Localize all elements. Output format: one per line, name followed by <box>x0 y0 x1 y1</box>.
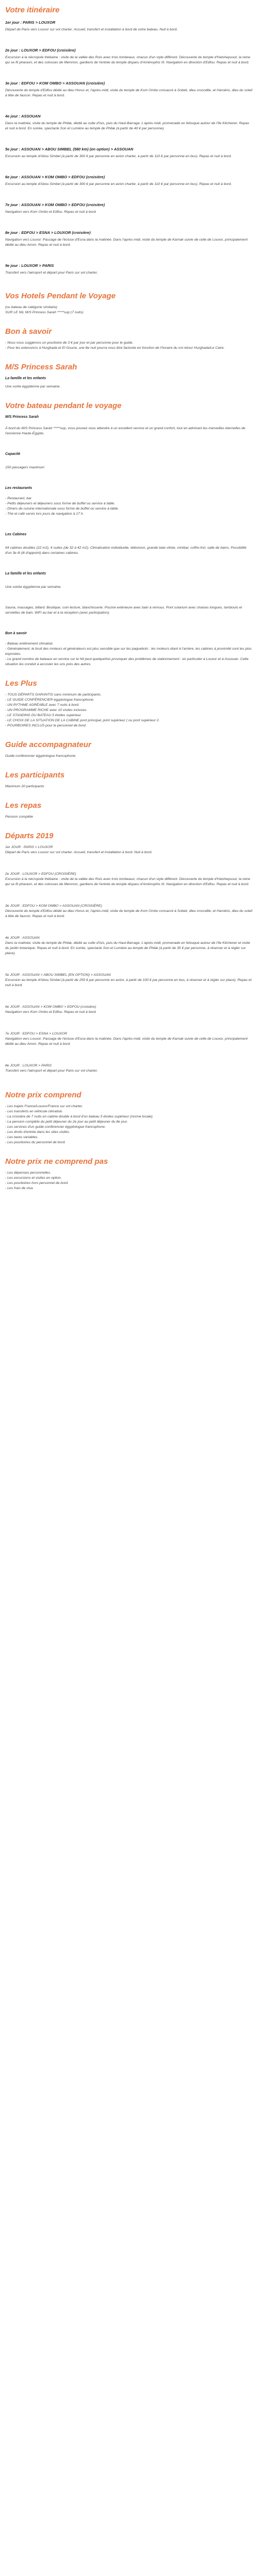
price-excludes-list <box>5 1171 253 1191</box>
boat-good-to-know-label: Bon à savoir <box>5 632 27 635</box>
itinerary-days <box>5 20 253 276</box>
departure-day-text: Départ de Paris vers Louxor sur vol charter. Accueil, transfert et installation à bord. Nuit à bord. <box>5 851 153 854</box>
boat-good-to-know-list <box>5 641 253 667</box>
list-item: - LE STANDING DU BATEAU 5 étoiles supérieur. <box>5 714 82 717</box>
list-item: - Bateau entièrement climatisé. <box>5 642 54 646</box>
guide-text: Guide conférencier égyptologue francophone. <box>5 754 76 758</box>
boat-section <box>5 401 253 667</box>
list-item: - Les pourboires hors personnel de bord. <box>5 1181 69 1185</box>
highlights-title: Les Plus <box>5 679 37 688</box>
itinerary-day-title: 8e jour : EDFOU > ESNA > LOUXOR (croisière) <box>5 230 91 235</box>
restaurants-list <box>5 496 253 517</box>
list-item: - Généralement, le bruit des moteurs et générateurs est plus sensible que sur les paquebots : les moteurs étant à l'arrière, les cabines à proximité sont les plus exposées. <box>5 647 252 656</box>
itinerary-day-text: Découverte du temple d'Edfou dédié au dieu Horus et, l'après-midi, visite du temple de Kom Ombo consacré à Sobek, dieu crocodile, et Haroëris, dieu du soleil à tête de faucon. Repas et nuit à bord. <box>5 89 253 97</box>
departures-title: Départs 2019 <box>5 832 54 840</box>
price-includes-section <box>5 1090 253 1145</box>
list-item: - Petits déjeuners et déjeuners sous forme de buffet ou service à table. <box>5 502 116 505</box>
itinerary-day-title: 2e jour : LOUXOR > EDFOU (croisière) <box>5 48 76 53</box>
good-to-know-title: Bon à savoir <box>5 327 52 336</box>
itinerary-day-text: Excursion à la nécropole thébaine : visite de la vallée des Rois avec trois tombeaux, chacun d'un style différent. Découverte du temple d'Hatshepsout, la reine qui se fit pharaon, et des colosses de Memnon, gardiens de l'entrée du temple disparu d'Aménophis III. Navigation en direction d'Edfou. Repas et nuit à bord. <box>5 56 250 64</box>
itinerary-day-title: 4e jour : ASSOUAN <box>5 114 41 118</box>
list-item: - LE CHOIX DE LA SITUATION DE LA CABINE pont principal, pont supérieur ( ou pont supérieur 2. <box>5 719 160 722</box>
list-item: - UN PROGRAMME RICHE avec 10 visites incluses. <box>5 708 88 712</box>
price-excludes-title: Notre prix ne comprend pas <box>5 1157 108 1166</box>
cabins-text: 64 cabines doubles (22 m2), 4 suites (de 32 à 42 m2). Climatisation individuelle, télévision, grande baie vitrée, minibar, coffre-fort, salle de bains. Possibilité d'un 3e lit (lit d'appoint) dans certaines cabines. <box>5 546 247 555</box>
itinerary-day-text: Dans la matinée, visite du temple de Philæ, dédié au culte d'Isis, puis du Haut-Barrage. L'après-midi, promenade en felouque autour de l'île Kitchener. Repas et nuit à bord. En soirée, spectacle Son et Lumière au temple de Philæ (à partir de 40 € par personne). <box>5 122 249 130</box>
price-includes-list <box>5 1104 253 1145</box>
list-item: - Thé et café servis lors jours de navigation à 17 h. <box>5 512 84 516</box>
ship-title: M/S Princess Sarah <box>5 363 77 371</box>
itinerary-day-title: 3e jour : EDFOU > KOM OMBO > ASSOUAN (croisière) <box>5 81 105 86</box>
list-item: - Les excursions et visites en option. <box>5 1176 62 1180</box>
itinerary-day-title: 1er jour : PARIS > LOUXOR <box>5 20 56 25</box>
departure-day-title: 2e JOUR : LOUXOR > EDFOU (CROISIÈRE) <box>5 872 76 876</box>
departure-day-title: 1er JOUR : PARIS > LOUXOR <box>5 845 53 849</box>
list-item: - Les taxes variables. <box>5 1136 39 1139</box>
departures-section <box>5 831 253 1074</box>
capacity-label: Capacité <box>5 452 21 456</box>
list-item: - Restaurant, bar <box>5 497 31 500</box>
family-text: Une soirée égyptienne par semaine. <box>5 585 62 589</box>
departure-day-text: Excursion au temple d'Abou Simbel (à partir de 250 € par personne en avion, à partir de 100 € par personne en bus, à réserver et à régler sur place). Repas et nuit à bord. <box>5 978 252 987</box>
itinerary-day-text: Excursion au temple d'Abou Simbel (à partir de 300 € par personne en avion charter, à partir de 110 € par personne en bus). Repas et nuit à bord. <box>5 155 232 158</box>
ship-section <box>5 362 253 389</box>
departure-day-title: 6e JOUR : ASSOUAN > KOM OMBO > EDFOU (croisière) <box>5 1005 96 1009</box>
meals-text: Pension complète <box>5 815 34 819</box>
boat-name: M/S Princess Sarah <box>5 415 39 419</box>
cabins-label: Les Cabines <box>5 533 27 536</box>
departures-days <box>5 845 253 1074</box>
list-item: - Dîners de cuisine internationale sous forme de buffet ou service à table. <box>5 507 119 511</box>
participants-text: Maximum 20 participants <box>5 785 44 788</box>
list-item: - Les pourboires du personnel de bord. <box>5 1141 66 1144</box>
page-content <box>0 0 258 1209</box>
services-text: Sauna, massages, billard. Boutique, coin lecture, blanchisserie. Piscine extérieure avec bain à remous. Pont solarium avec chaises longues, tambouls et serviettes de bain. WiFi au bar et à la réception (avec participation). <box>5 606 243 615</box>
list-item: - TOUS DÉPARTS GARANTIS sans minimum de participants. <box>5 693 102 697</box>
departure-day-title: 4e JOUR : ASSOUAN <box>5 936 40 940</box>
itinerary-day-text: Transfert vers l'aéroport et départ pour Paris sur vol charter. <box>5 271 98 275</box>
departure-day-title: 5e JOUR : ASSOUAN > ABOU SIMBEL (EN OPTION) > ASSOUAN <box>5 973 111 977</box>
list-item: - UN RYTHME AGRÉABLE avec 7 nuits à bord. <box>5 703 79 707</box>
list-item: - La pension complète du petit déjeuner du 2e jour au petit déjeuner du 8e jour. <box>5 1120 128 1124</box>
list-item: - LE GUIDE CONFÉRENCIER égyptologue francophone. <box>5 698 94 702</box>
departure-day-text: Excursion à la nécropole thébaine : visite de la vallée des Rois avec trois tombeaux, chacun d'un style différent. Découverte du temple d'Hatshepsout, la reine qui se fit pharaon, et des colosses de Memnon, gardiens de l'entrée du temple disparu d'Aménophis III. Navigation en direction d'Edfou. Repas et nuit à bord. <box>5 877 250 886</box>
itinerary-day-text: Départ de Paris vers Louxor sur vol charter. Accueil, transfert et installation à bord de votre bateau. Nuit à bord. <box>5 28 178 31</box>
itinerary-day-title: 5e jour : ASSOUAN > ABOU SIMBEL (580 km) (en option) > ASSOUAN <box>5 147 134 151</box>
list-item: - Les transferts en véhicule climatisé. <box>5 1110 63 1113</box>
departure-day-title: 3e JOUR : EDFOU > KOM OMBO > ASSOUAN (CROISIÈRE) <box>5 904 102 908</box>
list-item: - La croisière de 7 nuits en cabine double à bord d'un bateau 5 étoiles supérieur (norme locale). <box>5 1115 154 1118</box>
list-item: - Nous vous suggérons un pourboire de 3 € par jour et par personne pour le guide. <box>5 341 134 345</box>
guide-title: Guide accompagnateur <box>5 740 91 749</box>
list-item: - Les dépenses personnelles. <box>5 1171 51 1175</box>
list-item: - Les frais de visa. <box>5 1187 34 1190</box>
itinerary-day-text: Navigation vers Kom Ombo et Edfou. Repas et nuit à bord. <box>5 210 97 214</box>
ship-family-text: Une sortie égyptienne par semaine. <box>5 385 61 388</box>
itinerary-day-title: 7e jour : ASSOUAN > KOM OMBO > EDFOU (croisière) <box>5 202 105 207</box>
departure-day-text: Navigation vers Kom Ombo et Edfou. Repas et nuit à bord. <box>5 1010 97 1014</box>
itinerary-title: Votre itinéraire <box>5 6 60 14</box>
highlights-list <box>5 692 253 728</box>
list-item: - Les services d'un guide conférencier égyptologue francophone. <box>5 1125 106 1129</box>
list-item: - Les droits d'entrée dans les sites visités. <box>5 1130 70 1134</box>
guide-section <box>5 740 253 759</box>
hotels-section <box>5 291 253 315</box>
departure-day-text: Transfert vers l'aéroport et départ pour Paris sur vol charter. <box>5 1069 98 1073</box>
list-item: - Les trajets France/Louxor/France sur vol charter. <box>5 1105 83 1108</box>
hotels-note: (ou bateau de catégorie similaire) <box>5 306 57 309</box>
departure-day-title: 8e JOUR : LOUXOR > PARIS <box>5 1064 52 1067</box>
itinerary-day-title: 9e jour : LOUXOR > PARIS <box>5 263 54 268</box>
itinerary-day-text: Navigation vers Louxor. Passage de l'écluse d'Esna dans la matinée. Dans l'après-midi, visite du temple de Karnak suivie de celle de Louxor, principalement dédié au dieu Amon. Repas et nuit à bord. <box>5 238 248 247</box>
list-item: - Le grand nombre de bateaux en service sur le Nil peut quelquefois provoquer des problèmes de stationnement : en particulier à Louxor et à Assouan. Cette situation les conduit à accoster les uns près des autres. <box>5 657 249 666</box>
boat-intro: À bord du M/S Princess Sarah *****sup, vous pouvez vous attendre à un excellent service et un grand confort, tout en admirant les merveilles éternelles de l'ancienne Haute-Égypte. <box>5 427 246 435</box>
boat-title: Votre bateau pendant le voyage <box>5 401 122 410</box>
participants-title: Les participants <box>5 771 65 779</box>
departure-day-text: Dans la matinée, visite du temple de Philæ, dédié au culte d'Isis, puis du Haut-Barrage. L'après-midi, promenade en felouque autour de l'île Kitchener et visite du jardin botanique. Repas et nuit à bord. En soirée, spectacle Son et Lumière au temple de Philæ (à partir de 35 € par personne, à réserver et à régler sur place). <box>5 941 250 955</box>
itinerary-day-text: Excursion au temple d'Abou Simbel (à partir de 300 € par personne en avion charter, à partir de 110 € par personne en bus). Repas et nuit à bord. <box>5 182 232 186</box>
itinerary-day-title: 6e jour : ASSOUAN > KOM OMBO > EDFOU (croisière) <box>5 175 105 179</box>
itinerary-section <box>5 5 253 276</box>
departure-day-title: 7e JOUR : EDFOU > ESNA > LOUXOR <box>5 1032 67 1036</box>
meals-title: Les repas <box>5 801 42 810</box>
departure-day-text: Découverte du temple d'Edfou dédié au dieu Horus et, l'après-midi, visite du temple de Kom Ombo consacré à Sobek, dieu crocodile, et Haroëris, dieu du soleil à tête de faucon. Repas et nuit à bord. <box>5 909 253 918</box>
hotels-boat: SUR LE NIL M/S Princess Sarah *****sup (7 nuits) <box>5 311 84 314</box>
departure-day-text: Navigation vers Louxor. Passage de l'écluse d'Esna dans la matinée. Dans l'après-midi, visite du temple de Karnak suivie de celle de Louxor, principalement dédié au dieu Amon. Repas et nuit à bord. <box>5 1037 248 1046</box>
list-item: - POURBOIRES INCLUS pour le personnel de bord. <box>5 724 87 727</box>
price-excludes-section <box>5 1157 253 1191</box>
restaurants-label: Les restaurants <box>5 486 33 490</box>
family-label: La famille et les enfants <box>5 572 46 575</box>
hotels-title: Vos Hotels Pendant le Voyage <box>5 292 116 300</box>
good-to-know-list <box>5 341 253 351</box>
capacity-value: 150 passagers maximum <box>5 466 44 469</box>
list-item: - Pour les extensions à Hurghada et El Gouna, une 8e nuit pourra vous être facturée en fonction de l'horaire du vol retour Hurghada/Le Caire. <box>5 346 225 350</box>
highlights-section <box>5 679 253 728</box>
participants-section <box>5 770 253 789</box>
meals-section <box>5 801 253 820</box>
price-includes-title: Notre prix comprend <box>5 1091 82 1099</box>
good-to-know-section <box>5 327 253 351</box>
ship-family-label: La famille et les enfants <box>5 377 46 380</box>
